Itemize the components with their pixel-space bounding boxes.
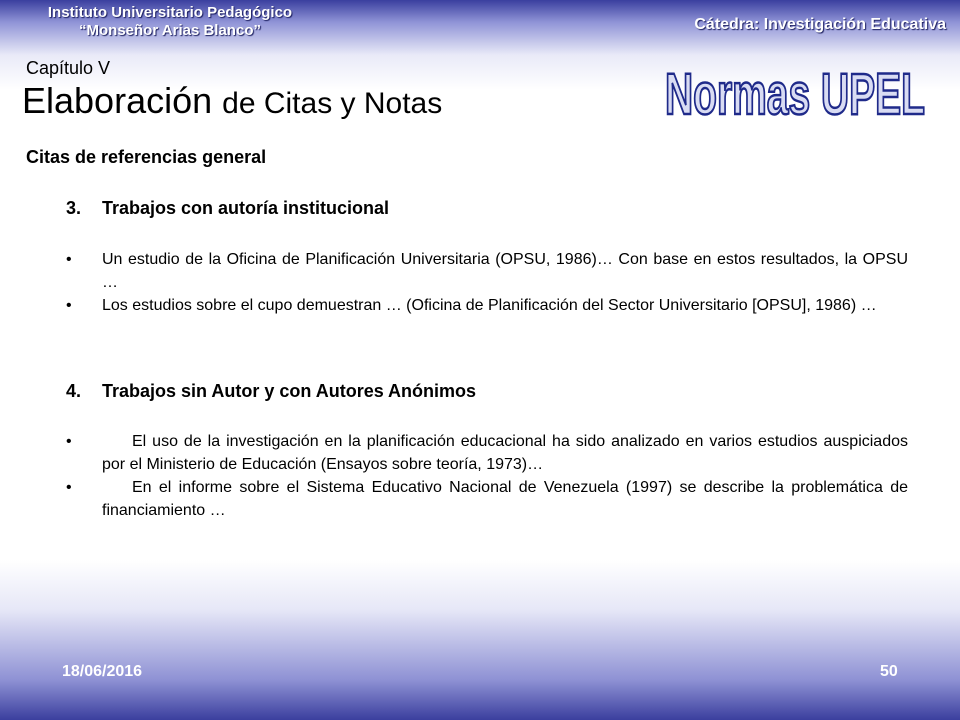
bullet-dot: • xyxy=(66,251,72,268)
section-3-bullets xyxy=(66,248,908,317)
section-4-number: 4. xyxy=(66,381,82,401)
section-3-heading xyxy=(66,198,389,219)
bullet-dot: • xyxy=(66,479,72,496)
institution-line-1: Instituto Universitario Pedagógico xyxy=(47,4,293,21)
list-item xyxy=(66,476,908,522)
list-item xyxy=(66,294,908,317)
section-4-heading xyxy=(66,381,476,402)
title-first-word: Elaboración xyxy=(22,80,213,121)
list-item-text: En el informe sobre el Sistema Educativo Nacional de Venezuela (1997) se describe la problemática de financiamiento … xyxy=(102,479,908,519)
institution-line-2: “Monseñor Arias Blanco” xyxy=(79,22,261,39)
catedra-label: Cátedra: Investigación Educativa xyxy=(694,16,946,33)
section-4-bullets xyxy=(66,430,908,522)
page-number: 50 xyxy=(880,663,898,680)
bullet-dot: • xyxy=(66,297,72,314)
institution-name xyxy=(0,4,340,40)
slide-title xyxy=(22,80,442,122)
title-rest: de Citas y Notas xyxy=(222,87,443,120)
section-4-title: Trabajos sin Autor y con Autores Anónimos xyxy=(102,381,477,401)
section-subtitle: Citas de referencias general xyxy=(26,147,267,167)
list-item xyxy=(66,430,908,476)
list-item xyxy=(66,248,908,294)
list-item-text: Los estudios sobre el cupo demuestran … (Oficina de Planificación del Sector Universitario [OPSU], 1986) … xyxy=(102,297,877,314)
list-item-text: El uso de la investigación en la planificación educacional ha sido analizado en varios estudios auspiciados por el Ministerio de Educación (Ensayos sobre teoría, 1973)… xyxy=(102,433,908,473)
section-3-title: Trabajos con autoría institucional xyxy=(102,198,390,218)
chapter-label: Capítulo V xyxy=(26,58,111,78)
list-item-text: Un estudio de la Oficina de Planificación Universitaria (OPSU, 1986)… Con base en estos resultados, la OPSU … xyxy=(102,251,908,291)
bullet-dot: • xyxy=(66,433,72,450)
section-3-number: 3. xyxy=(66,198,82,218)
footer-date: 18/06/2016 xyxy=(62,663,143,680)
logo-wordmark: Normas UPEL xyxy=(665,62,925,126)
normas-upel-logo xyxy=(660,56,930,126)
